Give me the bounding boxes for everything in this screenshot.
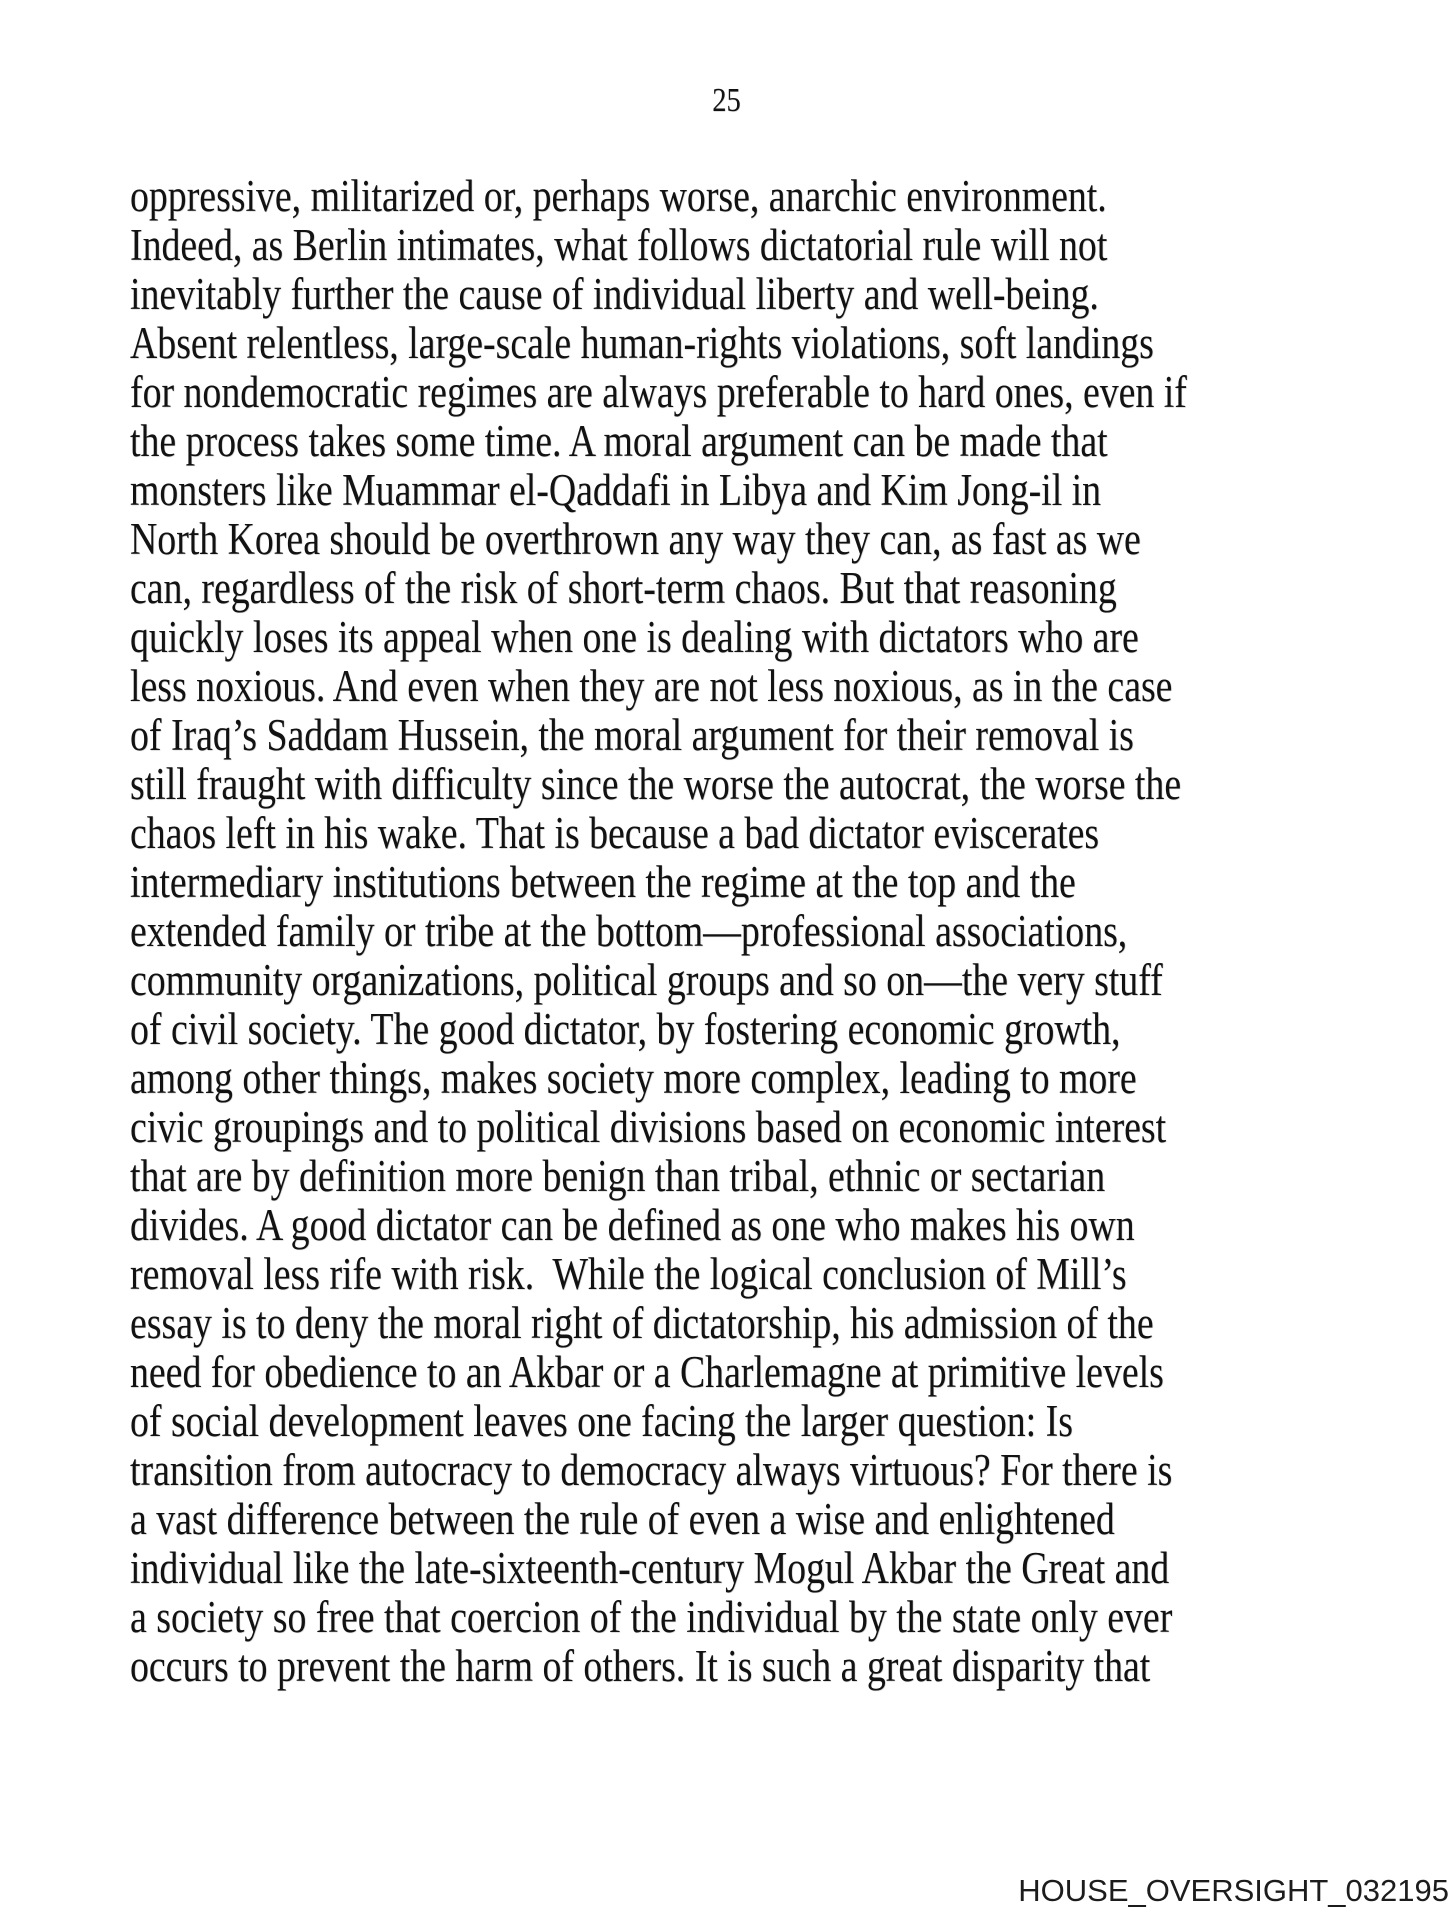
text-line: intermediary institutions between the regime at the top and the — [130, 857, 1076, 907]
text-line: of social development leaves one facing the larger question: Is — [130, 1396, 1073, 1446]
text-line: for nondemocratic regimes are always preferable to hard ones, even if — [130, 367, 1187, 417]
text-line: among other things, makes society more complex, leading to more — [130, 1053, 1137, 1103]
text-line: removal less rife with risk. While the logical conclusion of Mill’s — [130, 1249, 1127, 1299]
text-line: a vast difference between the rule of even a wise and enlightened — [130, 1494, 1115, 1544]
text-line: that are by definition more benign than tribal, ethnic or sectarian — [130, 1151, 1106, 1201]
text-line: Indeed, as Berlin intimates, what follows dictatorial rule will not — [130, 220, 1108, 270]
text-line: community organizations, political groups and so on—the very stuff — [130, 955, 1163, 1005]
bates-stamp: HOUSE_OVERSIGHT_032195 — [1018, 1873, 1449, 1908]
text-line: less noxious. And even when they are not less noxious, as in the case — [130, 661, 1173, 711]
text-line: still fraught with difficulty since the worse the autocrat, the worse the — [130, 759, 1182, 809]
text-line: of civil society. The good dictator, by fostering economic growth, — [130, 1004, 1121, 1054]
text-line: monsters like Muammar el-Qaddafi in Libya and Kim Jong-il in — [130, 465, 1102, 515]
text-line: chaos left in his wake. That is because a bad dictator eviscerates — [130, 808, 1100, 858]
body-text-block — [130, 172, 1187, 1691]
text-line: essay is to deny the moral right of dictatorship, his admission of the — [130, 1298, 1154, 1348]
text-line: need for obedience to an Akbar or a Charlemagne at primitive levels — [130, 1347, 1164, 1397]
text-line: extended family or tribe at the bottom—professional associations, — [130, 906, 1128, 956]
text-line: of Iraq’s Saddam Hussein, the moral argument for their removal is — [130, 710, 1134, 760]
page-number: 25 — [712, 82, 741, 119]
text-line: can, regardless of the risk of short-term chaos. But that reasoning — [130, 563, 1117, 613]
text-line: inevitably further the cause of individual liberty and well-being. — [130, 269, 1099, 319]
text-line: civic groupings and to political divisions based on economic interest — [130, 1102, 1167, 1152]
text-line: quickly loses its appeal when one is dealing with dictators who are — [130, 612, 1139, 662]
text-line: occurs to prevent the harm of others. It is such a great disparity that — [130, 1641, 1151, 1691]
text-line: the process takes some time. A moral argument can be made that — [130, 416, 1108, 466]
text-line: transition from autocracy to democracy always virtuous? For there is — [130, 1445, 1173, 1495]
text-line: Absent relentless, large-scale human-rights violations, soft landings — [130, 318, 1154, 368]
text-line: oppressive, militarized or, perhaps worse, anarchic environment. — [130, 171, 1107, 221]
text-line: a society so free that coercion of the individual by the state only ever — [130, 1592, 1173, 1642]
text-line: North Korea should be overthrown any way they can, as fast as we — [130, 514, 1141, 564]
text-line: individual like the late-sixteenth-century Mogul Akbar the Great and — [130, 1543, 1170, 1593]
text-line: divides. A good dictator can be defined as one who makes his own — [130, 1200, 1135, 1250]
